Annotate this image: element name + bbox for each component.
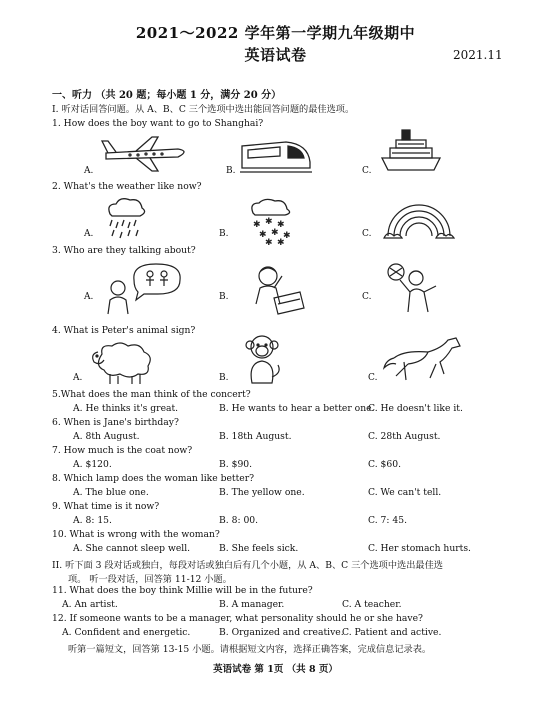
q8-option-a: A. The blue one. <box>73 487 149 498</box>
sheep-icon <box>90 340 156 386</box>
q9-option-b: B. 8: 00. <box>219 515 259 526</box>
option-label-c: C. <box>362 166 372 176</box>
talking-people-icon <box>104 262 186 318</box>
q12-option-c: C. Patient and active. <box>342 627 442 638</box>
question-4: 4. What is Peter's animal sign? <box>52 325 196 336</box>
option-label-b: B. <box>226 166 236 176</box>
question-11: 11. What does the boy think Millie will be in the future? <box>52 585 313 596</box>
exam-subtitle: 英语试卷 <box>244 46 307 64</box>
option-label-a: A. <box>84 166 94 176</box>
question-3: 3. Who are they talking about? <box>52 245 196 256</box>
svg-text:✱: ✱ <box>265 238 273 248</box>
question-7: 7. How much is the coat now? <box>52 445 193 456</box>
svg-text:✱: ✱ <box>265 217 273 227</box>
question-5: 5.What does the man think of the concert? <box>52 389 251 400</box>
q6-option-c: C. 28th August. <box>368 431 441 442</box>
option-label-c: C. <box>362 229 372 239</box>
airplane-icon <box>100 133 192 173</box>
question-9: 9. What time is it now? <box>52 501 160 512</box>
svg-text:✱: ✱ <box>271 228 279 238</box>
option-label-c: C. <box>368 373 378 383</box>
q7-option-c: C. $60. <box>368 459 401 470</box>
q5-option-b: B. He wants to hear a better one. <box>219 403 375 414</box>
q10-option-a: A. She cannot sleep well. <box>73 543 191 554</box>
exam-title: 2021～2022 学年第一学期九年级期中 <box>135 24 416 42</box>
question-6: 6. When is Jane's birthday? <box>52 417 179 428</box>
svg-text:✱: ✱ <box>277 220 285 230</box>
svg-text:✱: ✱ <box>253 220 261 230</box>
train-icon <box>240 136 312 174</box>
q6-option-b: B. 18th August. <box>219 431 292 442</box>
svg-text:✱: ✱ <box>277 238 285 248</box>
snow-cloud-icon <box>245 197 297 248</box>
part-instruction: I. 听对话回答问题。从 A、B、C 三个选项中选出能回答问题的最佳选项。 <box>52 104 355 115</box>
q6-option-a: A. 8th August. <box>73 431 140 442</box>
ship-icon <box>380 128 444 174</box>
q7-option-b: B. $90. <box>219 459 253 470</box>
svg-text:✱: ✱ <box>259 230 267 240</box>
q7-option-a: A. $120. <box>73 459 112 470</box>
q8-option-c: C. We can't tell. <box>368 487 442 498</box>
svg-text:✱: ✱ <box>283 231 291 241</box>
section-heading: 一、听力 （共 20 题；每小题 1 分，满分 20 分） <box>52 90 282 101</box>
q12-option-a: A. Confident and energetic. <box>62 627 191 638</box>
question-1: 1. How does the boy want to go to Shanghai? <box>52 118 264 129</box>
q10-option-c: C. Her stomach hurts. <box>368 543 471 554</box>
option-label-a: A. <box>84 229 94 239</box>
q12-option-b: B. Organized and creative. <box>219 627 344 638</box>
rainbow-icon <box>384 190 454 242</box>
exam-date: 2021.11 <box>453 48 503 62</box>
horse-icon <box>384 334 464 386</box>
student-thinking-icon <box>246 262 306 318</box>
q9-option-c: C. 7: 45. <box>368 515 408 526</box>
option-label-b: B. <box>219 373 229 383</box>
q9-option-a: A. 8: 15. <box>73 515 112 526</box>
part3-instruction: 听第一篇短文，回答第 13-15 小题。请根据短文内容，选择正确答案，完成信息记录表。 <box>68 644 432 655</box>
q5-option-c: C. He doesn't like it. <box>368 403 463 414</box>
question-2: 2. What's the weather like now? <box>52 181 202 192</box>
q8-option-b: B. The yellow one. <box>219 487 305 498</box>
rain-cloud-icon <box>104 196 148 242</box>
monkey-icon <box>242 333 282 387</box>
option-label-a: A. <box>73 373 83 383</box>
question-10: 10. What is wrong with the woman? <box>52 529 220 540</box>
option-label-a: A. <box>84 292 94 302</box>
q11-option-c: C. A teacher. <box>342 599 402 610</box>
option-label-b: B. <box>219 292 229 302</box>
page-footer: 英语试卷 第 1页 （共 8 页） <box>213 664 338 675</box>
q5-option-a: A. He thinks it's great. <box>73 403 179 414</box>
boy-with-ball-icon <box>384 262 444 318</box>
option-label-c: C. <box>362 292 372 302</box>
question-8: 8. Which lamp does the woman like better? <box>52 473 255 484</box>
question-12: 12. If someone wants to be a manager, what personality should he or she have? <box>52 613 423 624</box>
q11-option-b: B. A manager. <box>219 599 285 610</box>
q10-option-b: B. She feels sick. <box>219 543 299 554</box>
part2-instruction-line1: II. 听下面 3 段对话或独白，每段对话或独白后有几个小题，从 A、B、C 三个选项中选出最佳选 <box>52 560 443 571</box>
option-label-b: B. <box>219 229 229 239</box>
q11-option-a: A. An artist. <box>62 599 118 610</box>
part2-instruction-line2: 项。 听一段对话，回答第 11-12 小题。 <box>68 574 232 585</box>
